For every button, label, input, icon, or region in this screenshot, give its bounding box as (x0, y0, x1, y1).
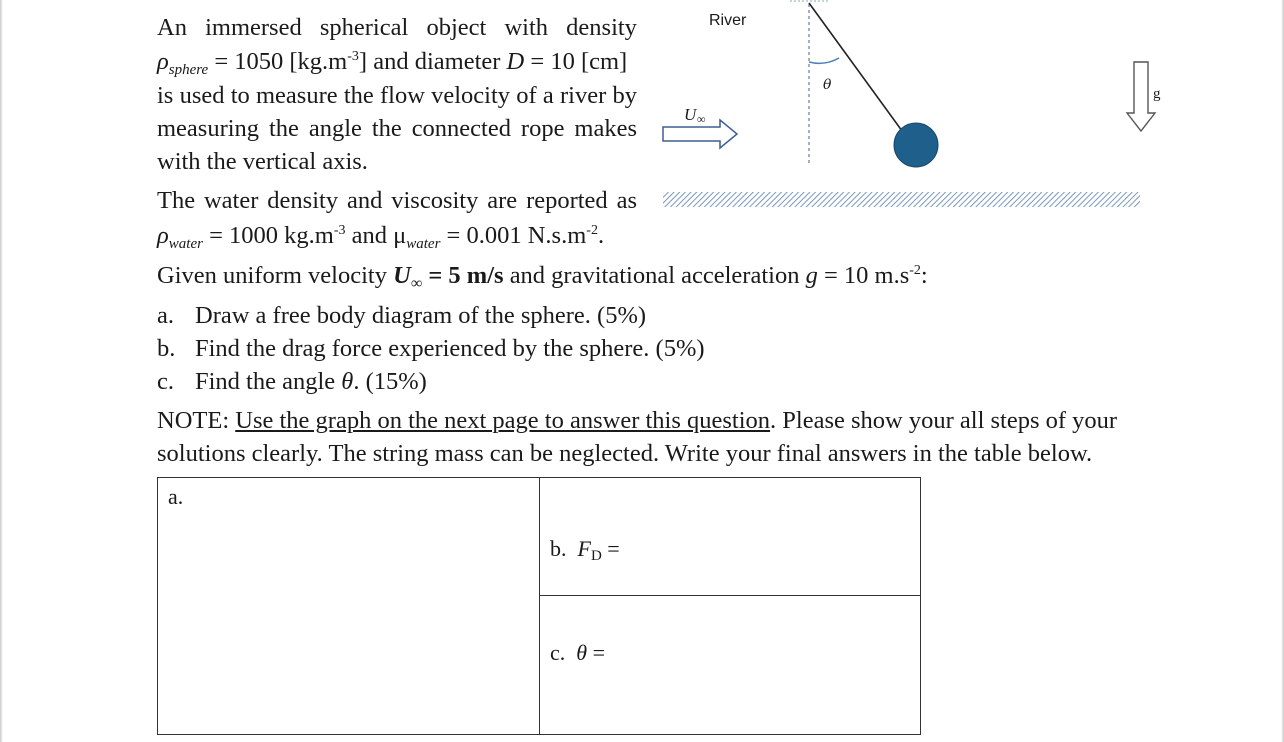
answer-table (157, 477, 921, 735)
note-line-2: solutions clearly. The string mass can be neglected. Write your final answers in the table below. (157, 440, 1093, 467)
velocity-label: U (684, 105, 697, 124)
angle-label: θ (823, 77, 832, 93)
intro-line-1: An immersed spherical object with density (157, 14, 637, 41)
rope (809, 3, 905, 135)
intro-line-2: $\rho_{sphere} = 1050$ $[kg.m^{-3}]$ and diameter D = 10 [cm] (157, 48, 628, 78)
answer-cell-b[interactable] (540, 478, 920, 596)
note-graph-reference: Use the graph on the next page to answer this question (235, 407, 771, 434)
note-line-1: NOTE: Use the graph on the next page to answer this question. Please show your all steps of your (157, 407, 1118, 434)
sphere (894, 123, 938, 167)
answer-a-label: a. (168, 484, 184, 509)
gravity-label: g (1153, 86, 1161, 102)
gravity-arrow-icon (1127, 62, 1155, 131)
intro-line-3: is used to measure the flow velocity of a river by (157, 82, 637, 109)
water-properties-line-1: The water density and viscosity are reported as (157, 187, 637, 214)
water-properties-line-2: $\rho_{water} = 1000$ $kg.m^{-3}$ and $\mu_{water} = 0.001$ $N.s.m^{-2}$. (157, 222, 605, 252)
intro-line-4: measuring the angle the connected rope makes (157, 115, 637, 142)
task-c: c. Find the angle θ. (15%) (157, 368, 427, 395)
intro-line-5: with the vertical axis. (157, 148, 368, 175)
given-conditions: Given uniform velocity $U_\infty = 5$ m/s and gravitational acceleration g = 10 $m.s^{-2}$: (157, 262, 928, 292)
answer-c-label: c. θ = (550, 640, 605, 665)
riverbed-hatching (663, 192, 1140, 207)
answer-cell-c[interactable] (540, 596, 920, 734)
answer-b-label: b. FD = (550, 536, 620, 564)
task-a: a. Draw a free body diagram of the sphere. (5%) (157, 302, 647, 329)
answer-cell-a[interactable] (158, 478, 540, 734)
river-label: River (709, 12, 747, 29)
velocity-subscript: ∞ (697, 112, 706, 126)
task-b: b. Find the drag force experienced by the sphere. (5%) (157, 335, 705, 362)
angle-arc (809, 58, 839, 63)
